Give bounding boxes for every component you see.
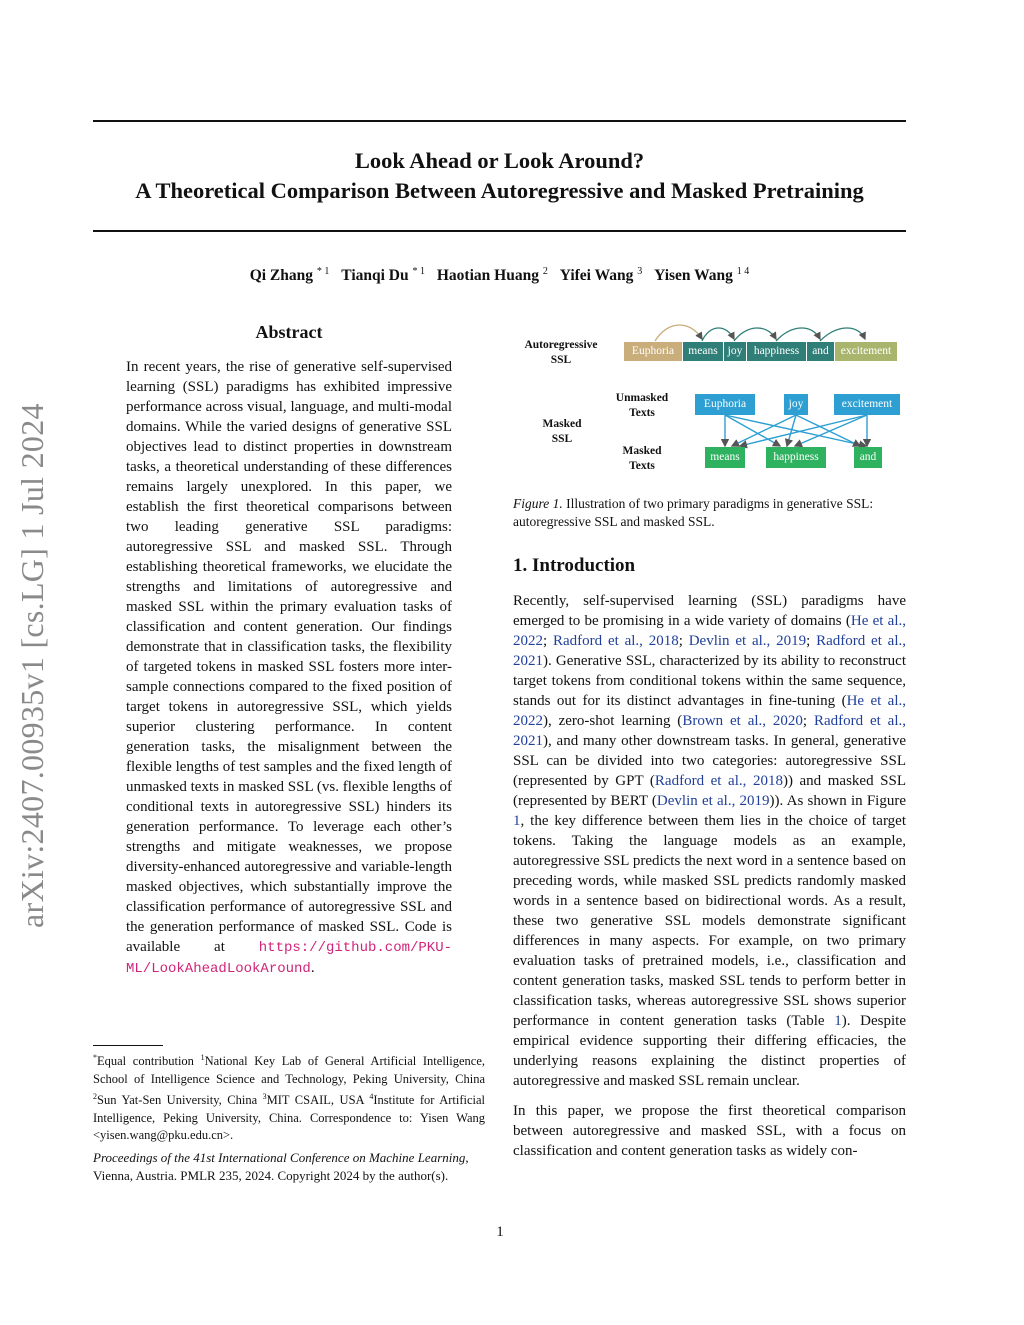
- title-line-1: Look Ahead or Look Around?: [354, 148, 645, 173]
- title-bottom-rule: [93, 230, 906, 232]
- ar-token: excitement: [835, 342, 897, 361]
- citation-link[interactable]: Devlin et al., 2019: [656, 793, 770, 809]
- author: Tianqi Du $^{* 1}$: [341, 266, 425, 285]
- arxiv-identifier: arXiv:2407.00935v1 [cs.LG] 1 Jul 2024: [14, 403, 50, 928]
- ar-arrow: [655, 325, 702, 341]
- abstract-text: In recent years, the rise of generative self-supervised learning (SSL) paradigms has exhibited impressive performance across visual, language, and multi-modal domains. While the varied designs of generative SSL objectives lead to distinct properties in downstream tasks, a theoretical understanding of these differences remains largely unexplored. In this paper, we establish the first theoretical comparisons between two leading generative SSL paradigms: autoregressive SSL and masked SSL. Through establishing theoretical frameworks, we elucidate the strengths and limitations of autoregressive and masked SSL within the primary evaluation tasks of classification and content generation. Our findings demonstrate that in classification tasks, the flexibility of targeted tokens in masked SSL fosters more inter-sample connections compared to the fixed position of target tokens in autoregressive SSL, which yields superior clustering performance. In content generation tasks, the misalignment between the flexible lengths of test samples and the fixed length of unmasked texts in masked SSL (vs. flexible lengths of conditional texts in autoregressive SSL) hinders its generation performance. To leverage each other’s strengths and mitigate weaknesses, we propose diversity-enhanced autoregressive and variable-length masked objectives, which substantially improve the classification performance of autoregressive SSL and the generation performance of masked SSL. Code is available at: [126, 359, 452, 955]
- mask-arrow: [732, 415, 796, 446]
- ar-token: means: [683, 342, 723, 361]
- citation-link[interactable]: Radford et al., 2018: [654, 773, 783, 789]
- abstract-heading: Abstract: [255, 322, 323, 342]
- citation-link[interactable]: Radford et al., 2021: [513, 633, 907, 669]
- citation-link[interactable]: He et al., 2022: [513, 613, 906, 649]
- author: Haotian Huang $^2$: [436, 266, 548, 285]
- masked-token: happiness: [766, 447, 826, 468]
- intro-paragraph: Recently, self-supervised learning (SSL) paradigms have emerged to be promising in a wide variety of domains (He et al., 2022; Radford et al., 2018; Devlin et al., 2019; Radford et al., 2021). Generative SSL, characterized by its ability to reconstruct target tokens from conditional tokens within the same sequence, stands out for its distinct advantages in fine-tuning (He et al., 2022), zero-shot learning (Brown et al., 2020; Radford et al., 2021), and many other downstream tasks. In general, generative SSL can be divided into two categories: autoregressive SSL (represented by GPT (Radford et al., 2018)) and masked SSL (represented by BERT (Devlin et al., 2019)). As shown in Figure 1, the key difference between them lies in the choice of target tokens. Taking the language models as an example, autoregressive SSL predicts the next word in a sentence based on preceding words, while masked SSL predicts randomly masked words in a sentence based on bidirectional words. As a result, these two generative SSL models demonstrate significant differences in many aspects. For example, on two primary evaluation tasks of pretrained models, i.e., classification and content generation tasks, masked SSL tends to perform better in classification tasks, whereas autoregressive SSL shows superior performance in content generation tasks (Table 1). Despite empirical evidence supporting their differing efficacies, the underlying reasons explaining the distinct properties of autoregressive and masked SSL remain unclear.: [513, 593, 907, 1089]
- author: Yisen Wang $^{1 4}$: [654, 266, 750, 285]
- unmasked-token: excitement: [834, 394, 900, 415]
- masked-texts-label: Masked Texts: [622, 445, 662, 472]
- paper-title: [93, 146, 906, 206]
- author: Qi Zhang $^{* 1}$: [249, 266, 330, 285]
- ar-arrow: [702, 328, 734, 341]
- citation-link[interactable]: Brown et al., 2020: [682, 713, 803, 729]
- figure-caption: Figure 1. Illustration of two primary paradigms in generative SSL: autoregressive SSL and masked SSL.: [513, 496, 874, 529]
- citation-link[interactable]: Radford et al., 2021: [513, 713, 906, 749]
- citation-link[interactable]: He et al., 2022: [513, 693, 906, 729]
- code-link[interactable]: https://github.com/PKU-ML/LookAheadLookAround: [126, 940, 452, 977]
- masked-ssl-label: Masked SSL: [542, 418, 582, 445]
- ar-token: Euphoria: [624, 342, 682, 361]
- ar-token: and: [807, 342, 834, 361]
- figure-1: [512, 322, 904, 492]
- footnote-rule: [93, 1045, 163, 1046]
- unmasked-texts-label: Unmasked Texts: [615, 392, 669, 419]
- ar-arrow: [820, 328, 865, 341]
- masked-token: and: [854, 447, 882, 468]
- mask-arrow: [725, 415, 780, 446]
- introduction-body: [513, 591, 906, 1171]
- citation-link[interactable]: Radford et al., 2018: [552, 633, 679, 649]
- abstract-body: In recent years, the rise of generative self-supervised learning (SSL) paradigms has exhibited impressive performance across visual, language, and multi-modal domains. While the varied designs of generative SSL objectives lead to distinct properties in downstream tasks, a theoretical understanding of these differences remains largely unexplored. In this paper, we establish the first theoretical comparisons between two leading generative SSL paradigms: autoregressive SSL and masked SSL. Through establishing theoretical frameworks, we elucidate the strengths and limitations of autoregressive and masked SSL within the primary evaluation tasks of classification and content generation. Our findings demonstrate that in classification tasks, the flexibility of targeted tokens in masked SSL fosters more inter-sample connections compared to the fixed position of target tokens in autoregressive SSL, which yields superior clustering performance. In content generation tasks, the misalignment between the flexible lengths of test samples and the fixed length of unmasked texts in masked SSL (vs. flexible lengths of conditional texts in autoregressive SSL) hinders its generation performance. To leverage each other’s strengths and mitigate weaknesses, we propose diversity-enhanced autoregressive and variable-length masked objectives, which substantially improve the classification performance of autoregressive SSL and the generation performance of masked SSL. Code is available at https://github.com/PKU-ML/LookAheadLookAround.: [126, 359, 452, 977]
- page-number: 1: [496, 1224, 504, 1240]
- ar-token: happiness: [747, 342, 806, 361]
- affiliation-footnote: *Equal contribution $^1$National Key Lab of General Artificial Intelligence, School of Intelligence Science and Technology, Peking University, China $^2$Sun Yat-Sen University, China $^3$MIT CSAIL, USA $^4$Institute for Artificial Intelligence, Peking University, China. Correspondence to: Yisen Wang <yisen.wang@pku.edu.cn>.: [93, 1053, 486, 1143]
- masked-token: means: [705, 447, 745, 468]
- unmasked-token: Euphoria: [695, 394, 755, 415]
- figure-ref-link[interactable]: 1: [513, 813, 521, 829]
- citation-link[interactable]: Devlin et al., 2019: [688, 633, 807, 649]
- proceedings-note: Proceedings of the 41st International Conference on Machine Learning, Vienna, Austria. PMLR 235, 2024. Copyright 2024 by the author(s).: [93, 1150, 469, 1183]
- author-list: [93, 266, 906, 285]
- title-line-2: A Theoretical Comparison Between Autoregressive and Masked Pretraining: [135, 178, 864, 203]
- intro-paragraph: In this paper, we propose the first theoretical comparison between autoregressive and masked SSL, with a focus on classification and content generation tasks as widely con-: [513, 1103, 906, 1159]
- unmasked-token: joy: [784, 394, 808, 415]
- ar-arrow: [776, 328, 820, 341]
- ar-token: joy: [724, 342, 746, 361]
- section-heading: 1. Introduction: [513, 555, 636, 576]
- mask-arrow: [725, 415, 866, 446]
- author: Yifei Wang $^3$: [559, 266, 643, 285]
- top-rule: [93, 120, 906, 122]
- ar-ssl-label: Autoregressive SSL: [524, 339, 598, 366]
- ar-arrow: [734, 328, 776, 341]
- table-ref-link[interactable]: 1: [834, 1013, 842, 1029]
